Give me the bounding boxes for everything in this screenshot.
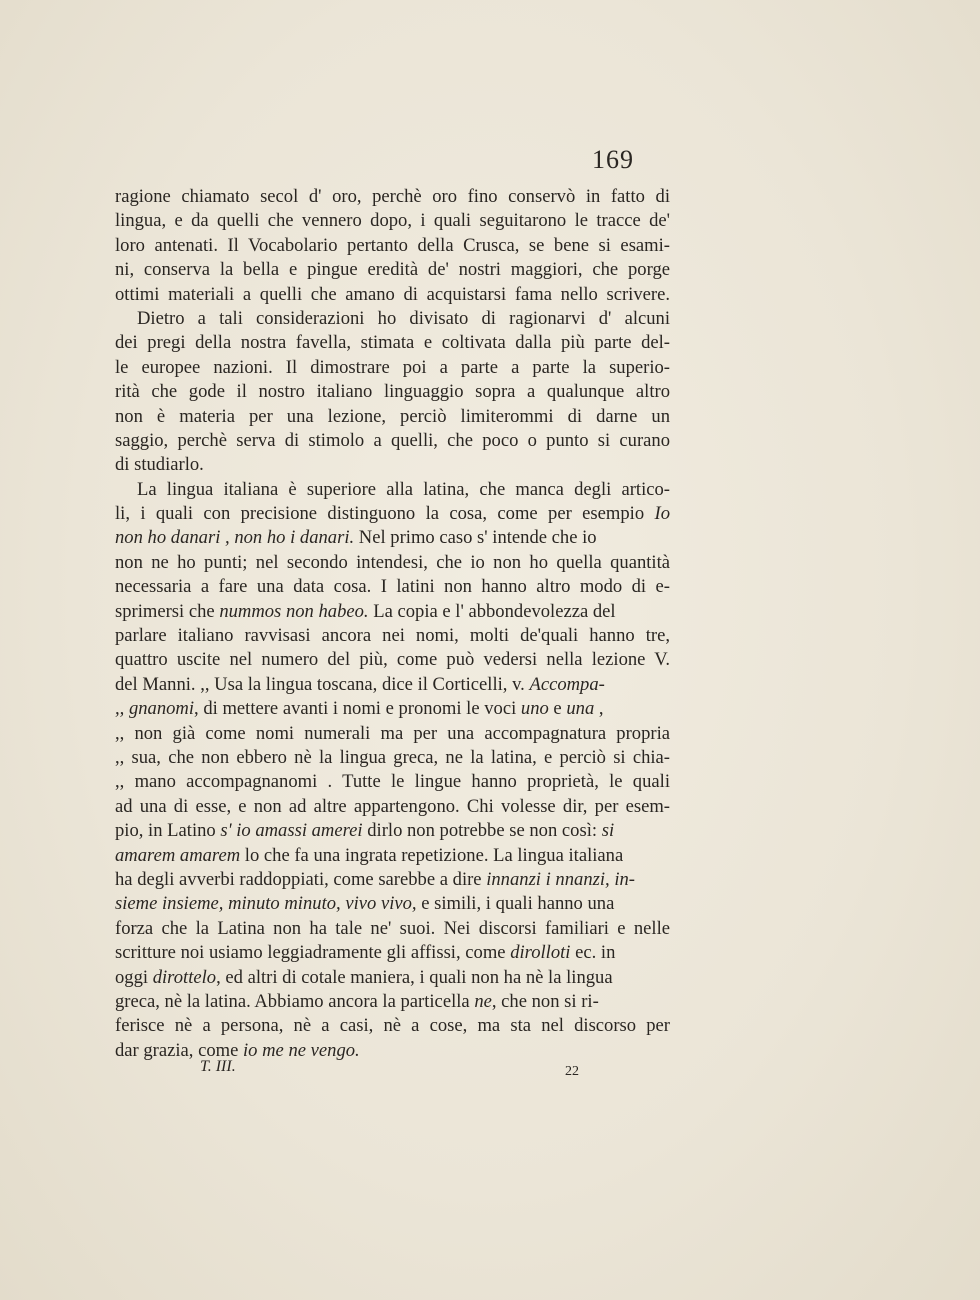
text-run: scritture noi usiamo leggiadramente gli affissi, come <box>115 942 511 964</box>
text-line <box>115 258 670 282</box>
text-line <box>115 868 670 892</box>
text-line <box>115 966 670 990</box>
text-run: di studiarlo. <box>115 454 204 476</box>
gathering-number: 22 <box>565 1064 579 1079</box>
body-text <box>115 185 670 1063</box>
text-run: lo che fa una ingrata repetizione. La lingua italiana <box>240 844 624 866</box>
italic-run: non ho danari , non ho i danari. <box>115 527 355 549</box>
text-run: ottimi materiali a quelli che amano di acquistarsi fama nello scrivere. <box>115 283 670 305</box>
text-line <box>115 526 670 550</box>
text-run: , <box>594 698 604 720</box>
text-run: , di mettere avanti i nomi e pronomi le voci <box>194 698 521 720</box>
text-line <box>115 429 670 453</box>
text-line <box>115 770 670 794</box>
italic-run: dirottelo <box>152 966 217 988</box>
text-line <box>115 1014 670 1038</box>
text-run: ec. in <box>570 942 616 964</box>
text-run: ni, conserva la bella e pingue eredità de' nostri maggiori, che porge <box>115 259 670 281</box>
italic-run: Io <box>654 503 670 525</box>
text-run: parlare italiano ravvisasi ancora nei nomi, molti de'quali hanno tre, <box>115 625 670 647</box>
text-run: , ed altri di cotale maniera, i quali non ha nè la lingua <box>216 966 613 988</box>
italic-run: una <box>566 698 595 720</box>
text-run: non è materia per una lezione, perciò limiterommi di darne un <box>115 405 670 427</box>
text-line <box>115 575 670 599</box>
text-line <box>115 990 670 1014</box>
text-run: dar grazia, come <box>115 1039 244 1061</box>
text-run: Dietro a tali considerazioni ho divisato di ragionarvi d' alcuni <box>137 307 670 329</box>
text-line <box>115 551 670 575</box>
text-run: non ne ho punti; nel secondo intendesi, che io non ho quella quantità <box>115 551 670 573</box>
text-run: loro antenati. Il Vocabolario pertanto della Crusca, se bene si esami- <box>115 234 670 256</box>
text-line <box>115 331 670 355</box>
italic-run: Accompa- <box>529 673 605 695</box>
text-run: Nel primo caso s' intende che io <box>354 527 597 549</box>
text-run: li, i quali con precisione distinguono la cosa, come per esempio <box>115 503 655 525</box>
text-line <box>115 380 670 404</box>
text-run: oggi <box>115 966 153 988</box>
text-line <box>115 648 670 672</box>
text-line <box>115 185 670 209</box>
italic-run: dirolloti <box>510 942 571 964</box>
text-line <box>115 453 670 477</box>
text-line <box>115 722 670 746</box>
text-run: del Manni. ,, Usa la lingua toscana, dice il Corticelli, v. <box>115 673 530 695</box>
italic-run: uno <box>520 698 549 720</box>
italic-run: s' io amassi amerei <box>220 820 363 842</box>
text-run: pio, in Latino <box>115 820 221 842</box>
italic-run: ne <box>474 990 492 1012</box>
signature-mark: T. III. <box>200 1058 236 1075</box>
italic-run: io me ne vengo. <box>243 1039 360 1061</box>
text-line <box>115 283 670 307</box>
text-run: ha degli avverbi raddoppiati, come sarebbe a dire <box>115 868 487 890</box>
text-run: dirlo non potrebbe se non così: <box>362 820 602 842</box>
text-line <box>115 917 670 941</box>
text-line <box>115 941 670 965</box>
text-line <box>115 795 670 819</box>
text-run: saggio, perchè serva di stimolo a quelli, che poco o punto si curano <box>115 429 670 451</box>
text-run: dei pregi della nostra favella, stimata e coltivata dalla più parte del- <box>115 332 670 354</box>
text-line <box>115 234 670 258</box>
text-run: ad una di esse, e non ad altre appartengono. Chi volesse dir, per esem- <box>115 795 670 817</box>
text-line <box>115 502 670 526</box>
text-run: greca, nè la latina. Abbiamo ancora la particella <box>115 990 475 1012</box>
italic-run: si <box>601 820 615 842</box>
text-run: e simili, i quali hanno una <box>416 893 615 915</box>
italic-run: ,, gnanomi <box>115 698 195 720</box>
text-run: , che non si ri- <box>491 990 599 1012</box>
italic-run: sieme insieme, minuto minuto, vivo vivo, <box>115 893 417 915</box>
text-run: le europee nazioni. Il dimostrare poi a parte a parte la superio- <box>115 356 670 378</box>
text-run: ,, non già come nomi numerali ma per una accompagnatura propria <box>115 722 670 744</box>
text-run: sprimersi che <box>115 600 220 622</box>
text-line <box>115 819 670 843</box>
text-line <box>115 746 670 770</box>
text-line <box>115 673 670 697</box>
italic-run: innanzi i nnanzi, in- <box>486 868 635 890</box>
text-line <box>115 892 670 916</box>
text-line <box>115 844 670 868</box>
text-run: La lingua italiana è superiore alla latina, che manca degli artico- <box>137 478 670 500</box>
text-run: lingua, e da quelli che vennero dopo, i quali seguitarono le tracce de' <box>115 210 670 232</box>
text-line <box>115 697 670 721</box>
text-line <box>115 1039 670 1063</box>
text-run: quattro uscite nel numero del più, come può vedersi nella lezione V. <box>115 649 670 671</box>
text-line <box>115 209 670 233</box>
italic-run: nummos non habeo. <box>219 600 369 622</box>
text-line <box>115 356 670 380</box>
text-run: rità che gode il nostro italiano linguaggio sopra a qualunque altro <box>115 381 670 403</box>
text-run: La copia e l' abbondevolezza del <box>368 600 616 622</box>
text-run: necessaria a fare una data cosa. I latini non hanno altro modo di e- <box>115 576 670 598</box>
text-line <box>115 624 670 648</box>
text-line <box>115 405 670 429</box>
text-run: e <box>548 698 567 720</box>
text-line <box>115 600 670 624</box>
page-number: 169 <box>592 145 634 174</box>
text-line <box>115 307 670 331</box>
text-run: ragione chiamato secol d' oro, perchè oro fino conservò in fatto di <box>115 186 670 207</box>
text-line <box>115 478 670 502</box>
text-run: ,, mano accompagnanomi . Tutte le lingue hanno proprietà, le quali <box>115 771 670 793</box>
text-run: forza che la Latina non ha tale ne' suoi. Nei discorsi familiari e nelle <box>115 917 670 939</box>
italic-run: amarem amarem <box>115 844 241 866</box>
text-run: ,, sua, che non ebbero nè la lingua greca, ne la latina, e perciò si chia- <box>115 746 670 768</box>
text-run: ferisce nè a persona, nè a casi, nè a cose, ma sta nel discorso per <box>115 1015 670 1037</box>
